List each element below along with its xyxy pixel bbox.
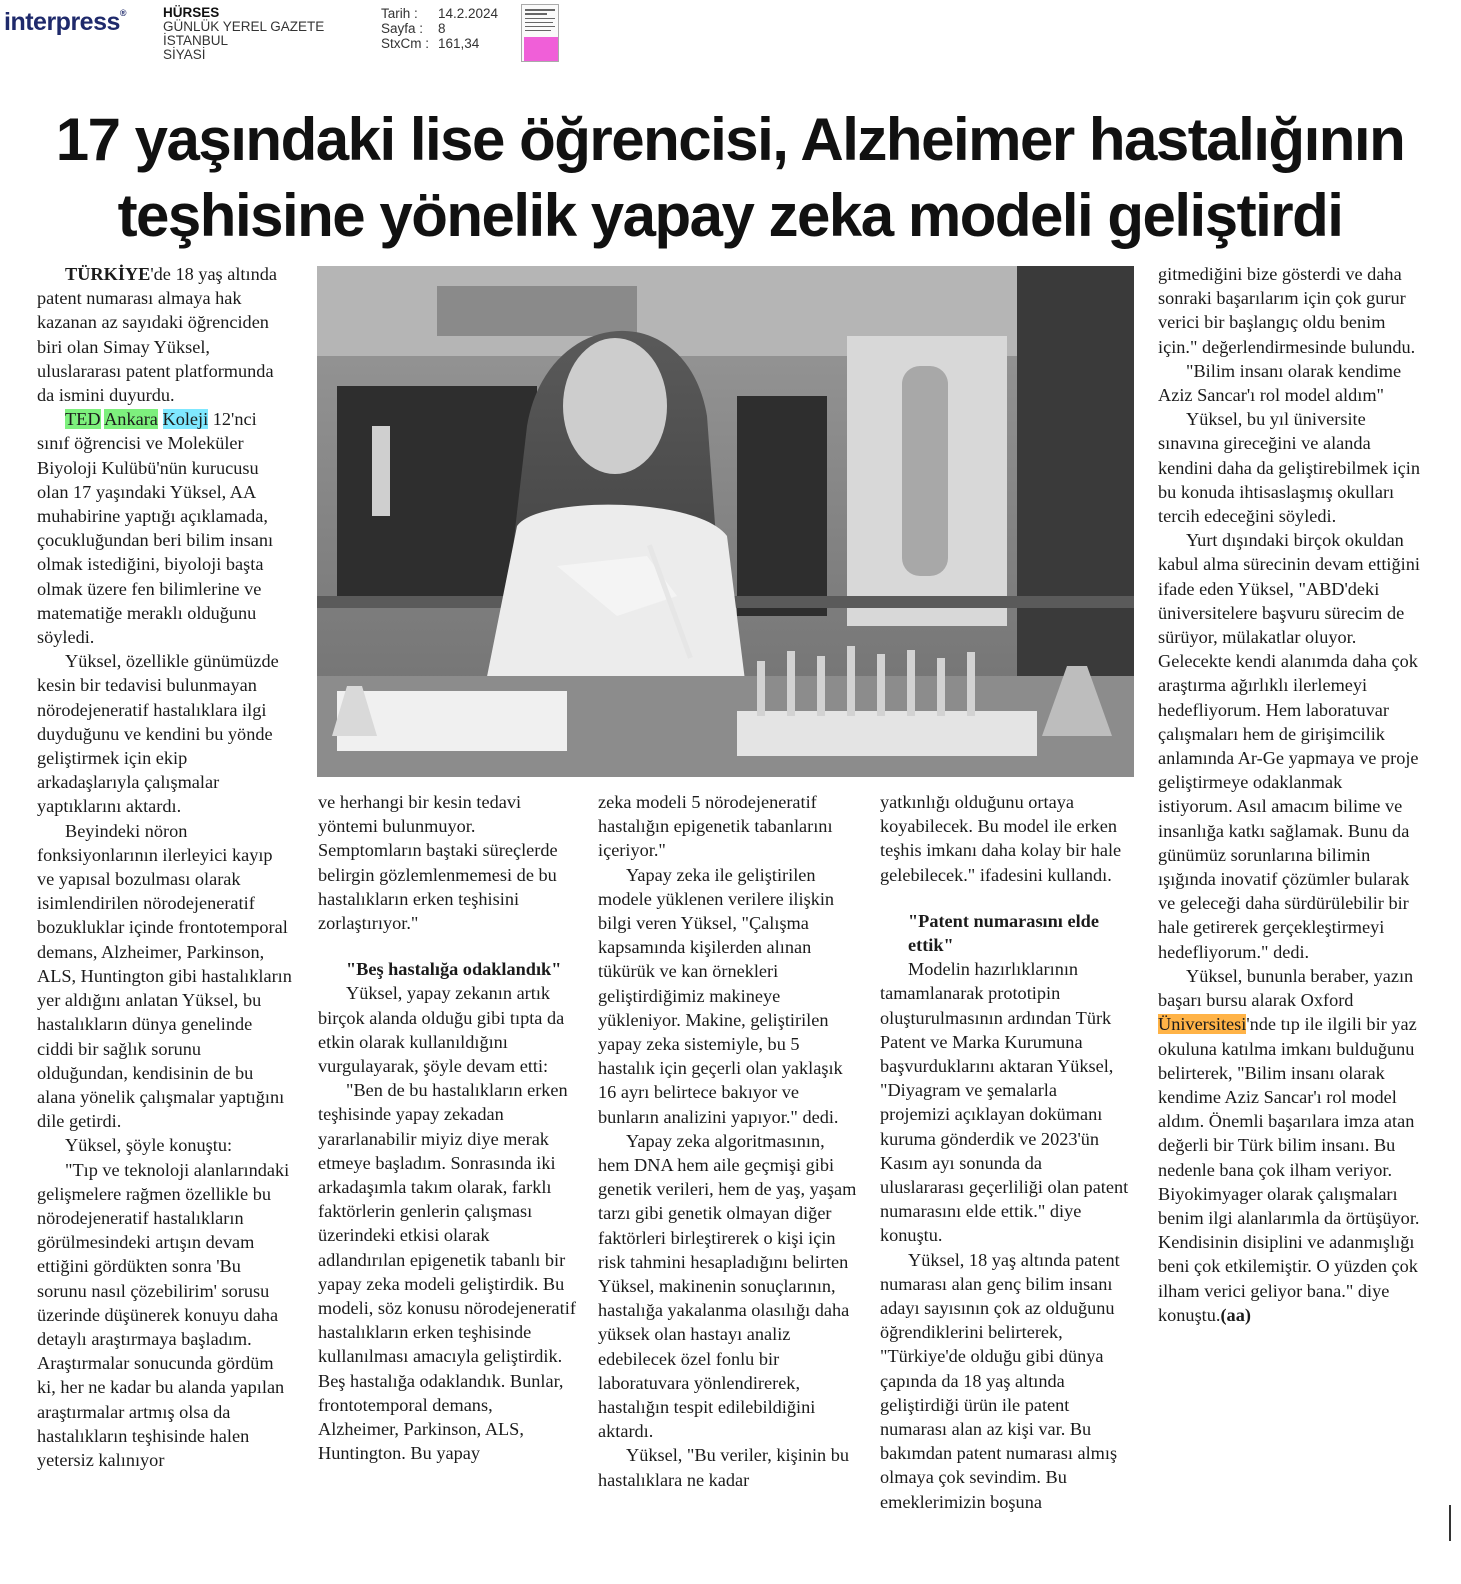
byline-aa: (aa) bbox=[1220, 1304, 1251, 1325]
paragraph: "Ben de bu hastalıkların erken teşhisinde yapay zekadan yararlanabilir miyiz diye merak etmeye başladım. Sonrasında iki arkadaşımla takım olarak, farklı faktörlerin genlerin çalışması üzerindeki etkisi olarak adlandırılan epigenetik tabanlı bir yapay zeka modeli geliştirdik. Bu modeli, söz konusu nörodejeneratif hastalıkların erken teşhisinde kullanılması amacıyla geliştirdik. Beş hastalığa odaklandık. Bunlar, frontotemporal demans, Alzheimer, Parkinson, ALS, Huntington. Bu yapay bbox=[318, 1080, 576, 1464]
publication-type: GÜNLÜK YEREL GAZETE bbox=[163, 19, 325, 34]
subheading-patent: "Patent numarasını elde ettik" bbox=[908, 910, 1099, 956]
page-label: Sayfa : bbox=[381, 21, 424, 36]
dateline: TÜRKİYE bbox=[65, 264, 151, 284]
highlight-universitesi: Üniversitesi bbox=[1158, 1014, 1247, 1035]
paragraph: Yurt dışındaki birçok okuldan kabul alma sürecinin devam ettiğini ifade eden Yüksel, "ABD'deki üniversitelere başvuru sürecim de sürüyor, mülakatlar oluyor. Gelecekte kendi alanımda daha çok araştırma ağırlıklı ilerlemeyi hedefliyorum. Hem laboratuvar çalışmaları hem de girişimcilik anlamında Ar-Ge yapmaya ve proje geliştirmeye odaklanmak istiyorum. Asıl amacım bilime ve insanlığa katkı sağlamak. Bunu da günümüz sorunlarına bilimin ışığında inovatif çözümler bularak ve geleceği daha sürdürülebilir bir hale getirerek gerçekleştirmeyi hedefliyorum." dedi. bbox=[1158, 530, 1420, 962]
article-column-3 bbox=[598, 790, 860, 1492]
paragraph: Yüksel, şöyle konuştu: bbox=[65, 1135, 233, 1156]
publication-info bbox=[163, 6, 324, 62]
paragraph: Yüksel, özellikle günümüzde kesin bir tedavisi bulunmayan nörodejeneratif hastalıklara ilgi duyduğunu ve kendini bu yönde geliştirmek için ekip arkadaşlarıyla çalışmalar yaptıklarını aktardı. bbox=[37, 651, 279, 817]
publication-city: İSTANBUL bbox=[163, 33, 229, 48]
date-value: 14.2.2024 bbox=[438, 6, 499, 21]
paragraph: Beyindeki nöron fonksiyonlarının ilerleyici kayıp ve yapısal bozulması olarak isimlendirilen nörodejeneratif bozukluklar içinde frontotemporal demans, Alzheimer, Parkinson, ALS, Huntington gibi hastalıkların yer aldığını anlatan Yüksel, bu hastalıkların dünya genelinde ciddi bir sağlık sorunu olduğundan, kendisinin de bu alana yönelik çalışmalar yaptığını dile getirdi. bbox=[37, 820, 292, 1132]
clipping-location-mark bbox=[524, 37, 558, 61]
paragraph: gitmediğini bize gösterdi ve daha sonraki başarılarım için çok gurur verici bir başlangıç oldu benim için." değerlendirmesinde bulundu. bbox=[1158, 264, 1416, 357]
paragraph: Yüksel, bu yıl üniversite sınavına gireceğini ve alanda kendini daha da geliştirebilmek için bu konuda ihtisaslaşmış okulları tercih edeceğini söyledi. bbox=[1158, 409, 1420, 527]
publication-name: HÜRSES bbox=[163, 5, 220, 20]
paragraph: "Bilim insanı olarak kendime Aziz Sancar'ı rol model aldım" bbox=[1158, 360, 1402, 406]
headline-line-1: 17 yaşındaki lise öğrencisi, Alzheimer hastalığının bbox=[55, 106, 1405, 173]
article-column-2 bbox=[318, 790, 576, 1465]
highlight-koleji: Koleji bbox=[162, 409, 209, 430]
page-value: 8 bbox=[438, 21, 446, 36]
paragraph: yatkınlığı olduğunu ortaya koyabilecek. Bu model ile erken teşhis imkanı daha kolay bir hale gelebilecek." ifadesini kullandı. bbox=[880, 792, 1122, 885]
publication-category: SİYASİ bbox=[163, 47, 206, 62]
paragraph: Modelin hazırlıklarının tamamlanarak prototipin oluşturulmasının ardından Türk Patent ve Marka Kurumuna başvurduklarını aktaran Yüksel, "Diyagram ve şemalarla projemizi açıklayan dokümanı kuruma gönderdik ve 2023'ün Kasım ayı sonunda da uluslararası geçerliliği olan patent numarasını elde ettik." diye konuştu. bbox=[880, 959, 1129, 1246]
stxcm-label: StxCm : bbox=[381, 36, 430, 51]
paragraph: Yüksel, 18 yaş altında patent numarası alan genç bilim insanı adayı sayısının çok az olduğunu öğrendiklerini belirterek, "Türkiye'de olduğu gibi dünya çapında da 18 yaş altında geliştirdiği ürün ile patent numarası alan az kişi var. Bu bakımdan patent numarası almış olmaya çok sevindim. Bu emeklerimizin boşuna bbox=[880, 1249, 1120, 1512]
paragraph: TÜRKİYE'de 18 yaş altında patent numarası almaya hak kazanan az sayıdaki öğrenciden biri olan Simay Yüksel, uluslararası patent platformunda da ismini duyurdu. bbox=[37, 264, 277, 406]
paragraph: Yapay zeka algoritmasının, hem DNA hem aile geçmişi gibi genetik verileri, hem de yaş, yaşam tarzı gibi genetik olmayan diğer faktörleri birleştirerek o kişi için risk tahmini hesapladığını belirten Yüksel, makinenin sonuçlarının, hastalığa yakalanma olasılığı daha yüksek olan hastayı analiz edebilecek özel fonlu bir laboratuvara yönlendirerek, hastalığın tespit edilebildiğini aktardı. bbox=[598, 1130, 857, 1442]
subheading-bes-hastaliga: "Beş hastalığa odaklandık" bbox=[346, 959, 562, 980]
paragraph: Yüksel, yapay zekanın artık birçok alanda olduğu gibi tıpta da etkin olarak kullanıldığını vurgulayarak, şöyle devam etti: bbox=[318, 983, 565, 1077]
highlight-ankara: Ankara bbox=[104, 409, 158, 430]
article-column-1 bbox=[37, 262, 292, 1472]
paragraph: TED Ankara Koleji 12'nci sınıf öğrencisi ve Moleküler Biyoloji Kulübü'nün kurucusu olan 17 yaşındaki Yüksel, AA muhabirine yaptığı açıklamada, çocukluğundan beri bilim insanı olmak istediğini, biyoloji başta olmak üzere fen bilimlerine ve matematiğe meraklı olduğunu söyledi. bbox=[37, 409, 274, 648]
headline-line-2: teşhisine yönelik yapay zeka modeli geliştirdi bbox=[117, 182, 1343, 249]
paragraph: zeka modeli 5 nörodejeneratif hastalığın epigenetik tabanlarını içeriyor." bbox=[598, 792, 833, 861]
student-lab-photo bbox=[317, 266, 1134, 777]
article-column-4 bbox=[880, 790, 1130, 1514]
page-thumbnail[interactable] bbox=[521, 4, 559, 62]
paragraph: ve herhangi bir kesin tedavi yöntemi bulunmuyor. Semptomların baştaki süreçlerde belirgin gözlemlenmemesi de bu hastalıkların erken teşhisini zorlaştırıyor." bbox=[318, 792, 558, 934]
date-label: Tarih : bbox=[381, 6, 418, 21]
headline bbox=[20, 102, 1440, 254]
paragraph: Yapay zeka ile geliştirilen modele yüklenen verilere ilişkin bilgi veren Yüksel, "Çalışma kapsamında kişilerden alınan tükürük ve kan örnekleri geliştirdiğimiz makineye yükleniyor. Makine, geliştirilen yapay zeka sistemiyle, bu 5 hastalık için geçerli olan yaklaşık 16 ayrı belirtece bakıyor ve bunların analizini yapıyor." dedi. bbox=[598, 864, 843, 1127]
article-column-5 bbox=[1158, 262, 1420, 1327]
paragraph: Yüksel, "Bu veriler, kişinin bu hastalıklara ne kadar bbox=[598, 1445, 850, 1490]
clipping-meta bbox=[381, 6, 498, 51]
page-edge-mark bbox=[1449, 1505, 1451, 1541]
interpress-logo: interpress® bbox=[4, 8, 127, 36]
paragraph: "Tıp ve teknoloji alanlarındaki gelişmelere rağmen özellikle bu nörodejeneratif hastalıkların görülmesindeki artışın devam ettiğini gördükten sonra 'Bu sorunu nasıl çözebilirim' sorusu üzerinde düşünerek konuyu daha detaylı araştırmaya başladım. Araştırmalar sonucunda gördüm ki, her ne kadar bu alanda yapılan araştırmalar artmış olsa da hastalıkların teşhisinde halen yetersiz kalınıyor bbox=[37, 1159, 290, 1470]
stxcm-value: 161,34 bbox=[438, 36, 480, 51]
paragraph: Yüksel, bununla beraber, yazın başarı bursu alarak Oxford Üniversitesi'nde tıp ile ilgili bir yaz okuluna katılma imkanı bulduğunu belirterek, "Bilim insanı olarak kendime Aziz Sancar'ı rol model aldım. Önemli başarılara imza atan değerli bir Türk bilim insanı. Bu nedenle bana çok ilham veriyor. Biyokimyager olarak çalışmaları benim ilgi alanlarımla da örtüşüyor. Kendisinin disiplini ve adanmışlığı beni çok etkilemiştir. O yüzden çok ilham verici geliyor bana." diye konuştu.(aa) bbox=[1158, 965, 1420, 1325]
highlight-ted: TED bbox=[65, 409, 101, 430]
